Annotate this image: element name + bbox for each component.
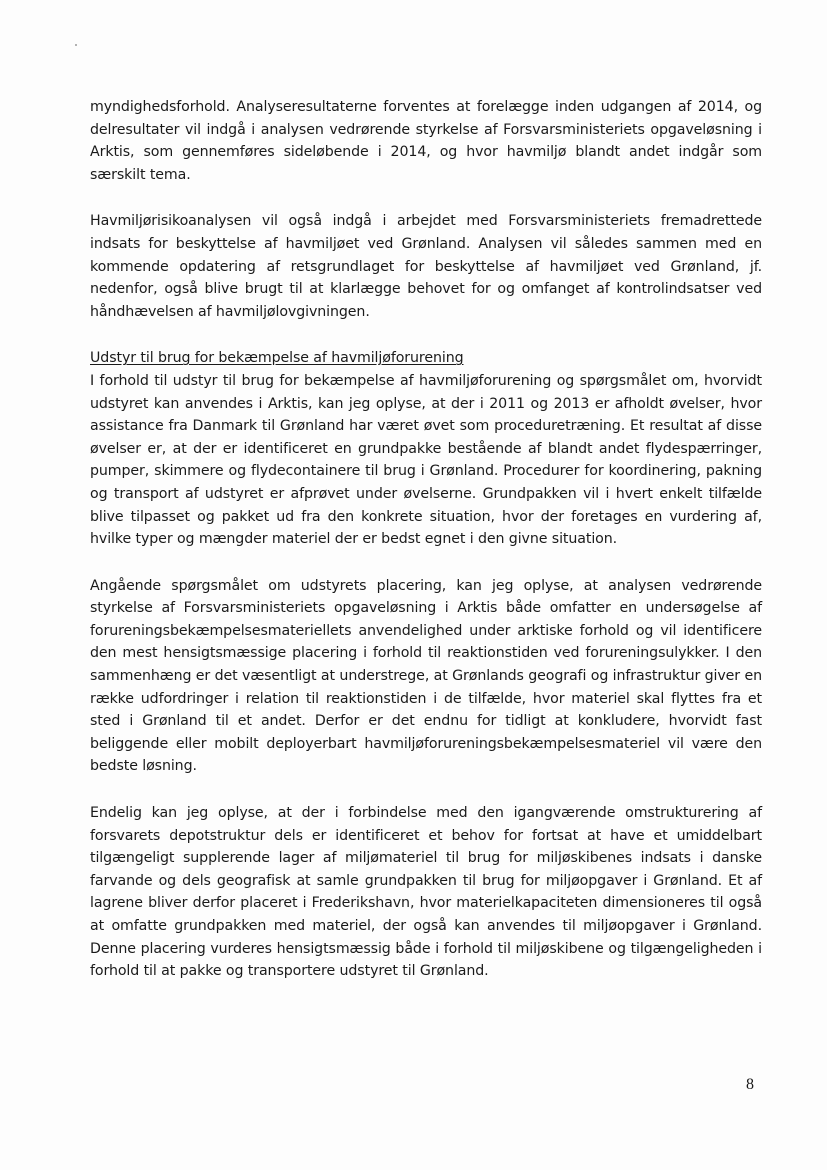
paragraph-depot-structure: Endelig kan jeg oplyse, at der i forbindelse med den igangværende omstrukturering af forsvarets depotstruktur dels er identificeret et behov for fortsat at have et umiddelbart tilgængeligt supplerende lager af miljømateriel til brug for miljøskibenes indsats i danske farvande og dels geografisk at samle grundpakken til brug for miljøopgaver i Grønland. Et af lagrene bliver derfor placeret i Frederikshavn, hvor materielkapaciteten dimensioneres til også at omfatte grundpakken med materiel, der også kan anvendes til miljøopgaver i Grønland. Denne placering vurderes hensigtsmæssig både i forhold til miljøskibene og tilgængeligheden i forhold til at pakke og transportere udstyret til Grønland.: [90, 805, 762, 980]
section-heading: Udstyr til brug for bekæmpelse af havmiljøforurening: [90, 350, 464, 367]
section-equipment: [90, 347, 762, 550]
paragraph-risk-analysis: Havmiljørisikoanalysen vil også indgå i arbejdet med Forsvarsministeriets fremadrettede indsats for beskyttelse af havmiljøet ved Grønland. Analysen vil således sammen med en kommende opdatering af retsgrundlaget for beskyttelse af havmiljøet ved Grønland, jf. nedenfor, også blive brugt til at klarlægge behovet for og omfanget af kontrolindsatser ved håndhævelsen af havmiljølovgivningen.: [90, 213, 762, 320]
document-body: [90, 96, 762, 1007]
paragraph-equipment: I forhold til udstyr til brug for bekæmpelse af havmiljøforurening og spørgsmålet om, hvorvidt udstyret kan anvendes i Arktis, kan jeg oplyse, at der i 2011 og 2013 er afholdt øvelser, hvor assistance fra Danmark til Grønland har været øvet som proceduretræning. Et resultat af disse øvelser er, at der er identificeret en grundpakke bestående af blandt andet flydespærringer, pumper, skimmere og flydecontainere til brug i Grønland. Procedurer for koordinering, pakning og transport af udstyret er afprøvet under øvelserne. Grundpakken vil i hvert enkelt tilfælde blive tilpasset og pakket ud fra den konkrete situation, hvor der foretages en vurdering af, hvilke typer og mængder materiel der er bedst egnet i den givne situation.: [90, 372, 762, 548]
scan-speck: [75, 44, 77, 46]
paragraph-equipment-placement: Angående spørgsmålet om udstyrets placering, kan jeg oplyse, at analysen vedrørende styrkelse af Forsvarsministeriets opgaveløsning i Arktis både omfatter en undersøgelse af forureningsbekæmpelsesmateriellets anvendelighed under arktiske forhold og vil identificere den mest hensigtsmæssige placering i forhold til reaktionstiden ved forureningsulykker. I den sammenhæng er det væsentligt at understrege, at Grønlands geografi og infrastruktur giver en række udfordringer i relation til reaktionstiden i de tilfælde, hvor materiel skal flyttes fra et sted i Grønland til et andet. Derfor er det endnu for tidligt at konkludere, hvorvidt fast beliggende eller mobilt deployerbart havmiljøforureningsbekæmpelsesmateriel vil være den bedste løsning.: [90, 577, 762, 775]
paragraph-continuation: myndighedsforhold. Analyseresultaterne forventes at forelægge inden udgangen af 2014, og delresultater vil indgå i analysen vedrørende styrkelse af Forsvarsministeriets opgaveløsning i Arktis, som gennemføres sideløbende i 2014, og hvor havmiljø blandt andet indgår som særskilt tema.: [90, 99, 762, 183]
page-number: 8: [746, 1076, 754, 1093]
